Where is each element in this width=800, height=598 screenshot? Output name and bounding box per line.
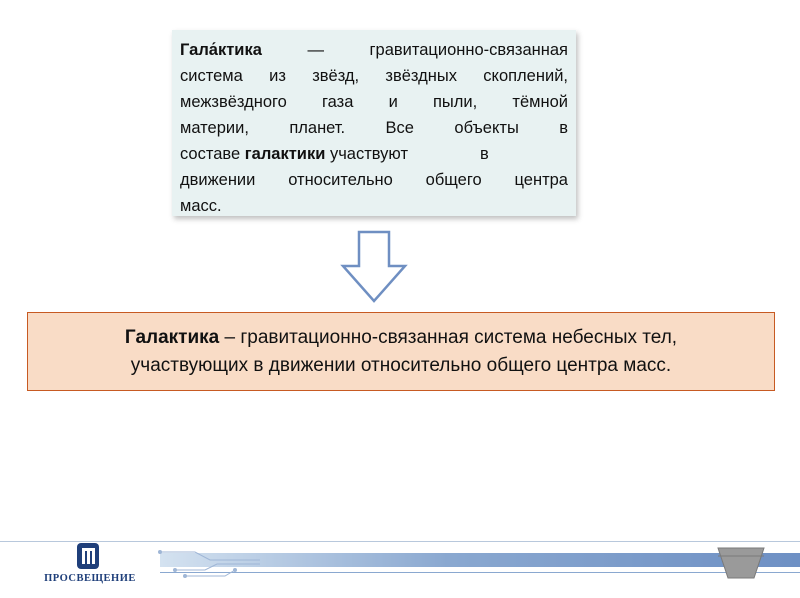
- footer-trapezoid-decoration: [716, 546, 766, 580]
- definition-line-3: межзвёздного газа и пыли, тёмной: [180, 93, 568, 111]
- definition-box: [172, 30, 576, 216]
- definition-line-7: масс.: [180, 197, 222, 215]
- definition-term-inline: галактики: [244, 145, 326, 163]
- definition-line-6: движении относительно общего центра: [180, 171, 568, 189]
- definition-line-2: система из звёзд, звёздных скоплений,: [180, 67, 568, 85]
- footer-divider: [0, 541, 800, 542]
- summary-box: [27, 312, 775, 391]
- circuit-decoration: [155, 540, 265, 580]
- summary-term: Галактика: [124, 326, 220, 348]
- publisher-name: ПРОСВЕЩЕНИЕ: [44, 573, 136, 584]
- publisher-emblem-icon: [77, 543, 99, 569]
- publisher-logo: [40, 543, 140, 595]
- definition-line-5: составе галактики участвуют в: [180, 145, 489, 163]
- down-arrow-icon: [340, 230, 408, 304]
- summary-line-1: Галактика – гравитационно-связанная система небесных тел,: [124, 326, 678, 348]
- definition-line-4: материи, планет. Все объекты в: [180, 119, 568, 137]
- definition-term: Гала́ктика: [180, 41, 262, 59]
- summary-line-2: участвующих в движении относительно общего центра масс.: [130, 354, 672, 376]
- definition-line-1: Гала́ктика — гравитационно-связанная: [180, 41, 568, 59]
